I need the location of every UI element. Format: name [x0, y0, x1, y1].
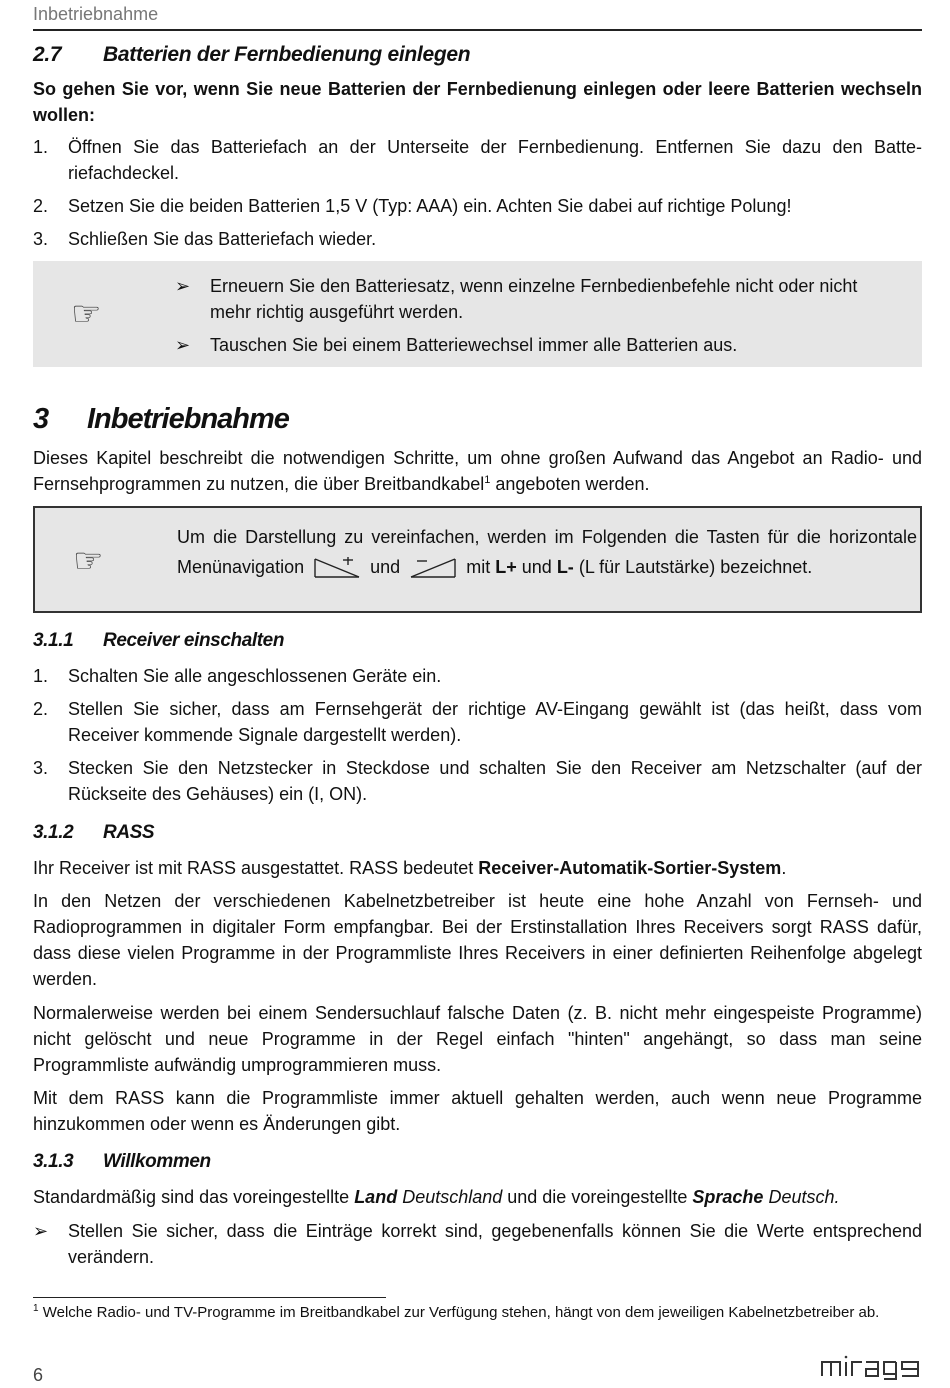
- footnote-text: Welche Radio- und TV-Programme im Breitbandkabel zur Verfügung stehen, hängt von dem jeweiligen Kabelnetzbetreiber ab.: [38, 1304, 880, 1321]
- section-number: 3.1.1: [33, 630, 74, 651]
- list-marker: 1.: [33, 137, 49, 157]
- welcome-bullet-list: [33, 1218, 922, 1277]
- welcome-paragraph: [33, 1184, 922, 1210]
- running-header: Inbetriebnahme: [33, 2, 922, 31]
- text: .: [781, 858, 787, 878]
- list-item-text: Schalten Sie alle angeschlossenen Geräte ein.: [68, 666, 442, 686]
- setting-language-value: Deutsch.: [763, 1187, 840, 1207]
- setting-language-label: Sprache: [692, 1187, 764, 1207]
- hand-pointing-icon: ☞: [71, 295, 102, 333]
- list-item: [33, 193, 922, 219]
- list-item-text: Schließen Sie das Batteriefach wieder.: [68, 229, 377, 249]
- chapter-title: Inbetriebnahme: [87, 403, 289, 435]
- volume-minus-button-icon: [409, 557, 457, 579]
- key-l-plus: L+: [495, 557, 517, 577]
- arrow-bullet-icon: ➢: [33, 1221, 49, 1241]
- hand-pointing-icon: ☞: [73, 542, 104, 580]
- setting-land-label: Land: [354, 1187, 398, 1207]
- key-l-minus: L-: [556, 557, 574, 577]
- section-title: Willkommen: [103, 1151, 211, 1172]
- section-heading-3-1-1: [33, 628, 284, 654]
- rass-expansion: Receiver-Automatik-Sortier-System: [478, 858, 782, 878]
- list-item-text: Setzen Sie die beiden Batterien 1,5 V (Typ: AAA) ein. Achten Sie dabei auf richtige Polung!: [68, 196, 792, 216]
- section-title: RASS: [103, 822, 155, 843]
- note-list: [175, 273, 882, 365]
- note-text-und: und: [370, 557, 401, 577]
- rass-paragraph-3: Normalerweise werden bei einem Sendersuchlauf falsche Daten (z. B. nicht mehr eingespeiste Programme) nicht gelöscht und neue Programme in der Regel einfach "hinten" angehängt, so dass man seine Programmliste aufwändig umprogrammieren muss.: [33, 1003, 922, 1075]
- intro-text: Dieses Kapitel beschreibt die notwendigen Schritte, um ohne großen Aufwand das Angebot an Radio- und Fernsehprogrammen zu nutzen, die über Breitbandkabel: [33, 448, 922, 494]
- section-heading-2-7: [33, 42, 470, 68]
- note-text-und2: und: [521, 557, 552, 577]
- setting-land-value: Deutschland: [397, 1187, 503, 1207]
- note-item: [175, 332, 882, 358]
- note-text-end: (L für Lautstärke) bezeichnet.: [578, 557, 813, 577]
- list-marker: 1.: [33, 666, 49, 686]
- section-number: 3.1.3: [33, 1151, 74, 1172]
- list-item-text: Stellen Sie sicher, dass die Einträge korrekt sind, gegebenenfalls können Sie die Werte entsprechend verändern.: [68, 1221, 922, 1267]
- section-heading-3-1-3: [33, 1149, 211, 1175]
- volume-plus-button-icon: [313, 557, 361, 579]
- list-item: [33, 755, 922, 807]
- page-number: 6: [33, 1365, 44, 1385]
- note-text: Um die Darstellung zu vereinfachen, werden im Folgenden die Tasten für die horizontale Menünavigation: [177, 527, 917, 577]
- note-item: [175, 273, 882, 325]
- footnote-marker: 1: [33, 1303, 39, 1314]
- section-number: 2.7: [33, 43, 62, 66]
- list-item-text: Öffnen Sie das Batteriefach an der Unterseite der Fernbedienung. Entfernen Sie dazu den Batteriefachdeckel.: [68, 137, 922, 183]
- rass-paragraph-1: [33, 855, 922, 881]
- list-item: [33, 696, 922, 748]
- rass-paragraph-4: Mit dem RASS kann die Programmliste immer aktuell gehalten werden, auch wenn neue Programme hinzukommen oder wenn es Änderungen gibt.: [33, 1088, 922, 1134]
- section-heading-3-1-2: [33, 820, 154, 846]
- list-item: [33, 134, 922, 186]
- text: Ihr Receiver ist mit RASS ausgestattet. RASS bedeutet: [33, 858, 479, 878]
- chapter-intro: [33, 445, 922, 497]
- list-item: [33, 1218, 922, 1270]
- text: und die voreingestellte: [502, 1187, 693, 1207]
- text: Standardmäßig sind das voreingestellte: [33, 1187, 355, 1207]
- section-number: 3.1.2: [33, 822, 74, 843]
- list-marker: 2.: [33, 699, 49, 719]
- battery-note-box: [33, 261, 922, 367]
- list-marker: 3.: [33, 758, 49, 778]
- mirage-logo: [820, 1354, 922, 1380]
- footnote-ref[interactable]: 1: [484, 474, 491, 486]
- footnote: [33, 1303, 922, 1323]
- note-text-mit: mit: [466, 557, 491, 577]
- navigation-note-text: [177, 522, 917, 582]
- list-item: [33, 226, 922, 252]
- section-lead: So gehen Sie vor, wenn Sie neue Batterien der Fernbedienung einlegen oder leere Batterien wechseln wollen:: [33, 79, 922, 125]
- logo-text: mirage: [820, 1354, 824, 1355]
- footnote-divider: [33, 1297, 386, 1298]
- navigation-note-box: [33, 506, 922, 613]
- intro-text-end: angeboten werden.: [490, 474, 650, 494]
- list-marker: 2.: [33, 196, 49, 216]
- arrow-bullet-icon: ➢: [175, 335, 191, 355]
- receiver-steps-list: [33, 663, 922, 814]
- list-item-text: Stellen Sie sicher, dass am Fernsehgerät der richtige AV-Eingang gewählt ist (das heißt, dass vom Receiver kommende Signale dargestellt werden).: [68, 699, 922, 745]
- list-marker: 3.: [33, 229, 49, 249]
- chapter-heading: [33, 402, 289, 436]
- rass-paragraph-2: In den Netzen der verschiedenen Kabelnetzbetreiber ist heute eine hohe Anzahl von Fernseh- und Radioprogrammen in digitaler Form empfangbar. Bei der Erstinstallation Ihres Receivers sorgt RASS dafür, dass diese vielen Programme in der Programmliste Ihres Receivers in einer definierten Reihenfolge abgelegt werden.: [33, 891, 922, 989]
- section-title: Receiver einschalten: [103, 630, 285, 651]
- arrow-bullet-icon: ➢: [175, 276, 191, 296]
- battery-steps-list: [33, 134, 922, 259]
- note-item-text: Tauschen Sie bei einem Batteriewechsel immer alle Batterien aus.: [210, 335, 738, 355]
- list-item: [33, 663, 922, 689]
- section-title: Batterien der Fernbedienung einlegen: [103, 43, 471, 66]
- note-item-text: Erneuern Sie den Batteriesatz, wenn einzelne Fernbedienbefehle nicht oder nicht mehr richtig ausgeführt werden.: [210, 276, 858, 322]
- list-item-text: Stecken Sie den Netzstecker in Steckdose und schalten Sie den Receiver am Netzschalter (auf der Rückseite des Gehäuses) ein (I, ON).: [68, 758, 922, 804]
- chapter-number: 3: [33, 403, 49, 435]
